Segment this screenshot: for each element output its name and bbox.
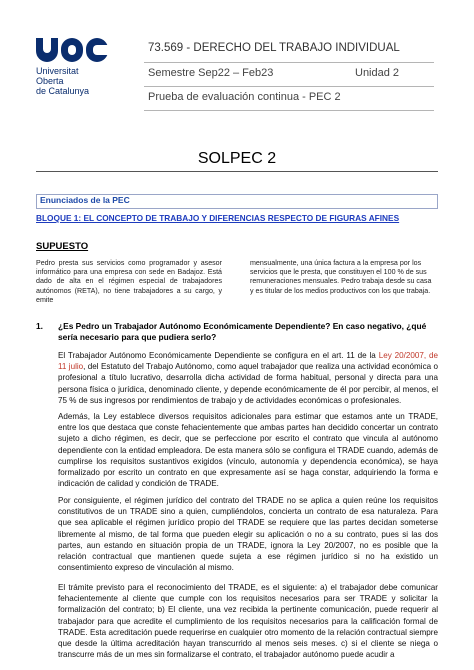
assessment-label: Prueba de evaluación continua - PEC 2 bbox=[148, 91, 341, 103]
logo-university-name bbox=[36, 66, 126, 96]
answer-paragraph-4: El trámite previsto para el reconocimiento del TRADE, es el siguiente: a) el trabajador debe comunicar fehacientemente al cliente que cumple con los requisitos necesarios para ser TRADE y solicitar la formalización del contrato; b) El cliente, una vez recibida la pertinente comunicación, puede requerir al trabajador para que acredite el cumplimiento de los requisitos necesarios para la calificación formal de TRADE. Esta acreditación puede requerirse en cualquier otro momento de la relación contractual siempre que desde la última acreditación hayan transcurrido al menos seis meses. c) si el cliente se niega o transcurre más de un mes sin formalizarse el contrato, el trabajador autónomo puede acudir a bbox=[58, 583, 438, 660]
header-divider bbox=[144, 62, 434, 63]
logo-letters bbox=[36, 38, 126, 62]
law-link[interactable]: Ley 20/2007, de 11 julio bbox=[58, 351, 438, 372]
course-title: 73.569 - DERECHO DEL TRABAJO INDIVIDUAL bbox=[148, 42, 400, 54]
semester-label: Semestre Sep22 – Feb23 bbox=[148, 67, 274, 79]
logo-name-line-2: Oberta bbox=[36, 76, 64, 86]
answer-text: El Trabajador Autónomo Económicamente Dependiente se configura en el art. 11 de la bbox=[58, 351, 379, 360]
logo-letter-c bbox=[86, 38, 108, 62]
supuesto-text-right: mensualmente, una única factura a la empresa por los servicios que le presta, que constituyen el 100 % de sus remuneraciones mensuales. Pedro trabaja desde su casa y es titular de los medios productivos con los que trabaja. bbox=[250, 259, 432, 295]
uoc-logo bbox=[36, 38, 126, 108]
document-title: SOLPEC 2 bbox=[197, 150, 277, 167]
supuesto-text-left: Pedro presta sus servicios como programador y asesor informático para una empresa con sede en Badajoz. Está dado de alta en el régimen especial de trabajadores autónomos (RETA), no tiene trabajadores a su cargo, y emite bbox=[36, 259, 222, 304]
header-divider bbox=[144, 86, 434, 87]
answer-paragraph-3: Por consiguiente, el régimen jurídico del contrato del TRADE no se aplica a quien reúne los requisitos constitutivos de un TRADE sino a quien, cumpliéndolos, concierta un contrato de esa naturaleza. Para que sea aplicable el régimen jurídico propio del TRADE se requiere que las partes decidan someterse libremente al mismo, de tal forma que pueden elegir su aplicación o no a su contrato, pues si las dos partes, aun estando en situación propia de un TRADE, ignora la Ley 20/2007, no es posible que la relación contractual que mantienen quede sujeta a ese régimen jurídico si no ha existido un consentimiento expreso de vinculación al mismo. bbox=[58, 496, 438, 573]
logo-letter-o bbox=[61, 38, 83, 62]
answer-text: , del Estatuto del Trabajo Autónomo, como aquel trabajador que realiza una actividad económica o profesional a título lucrativo, desarrolla dicha actividad de forma habitual, personal y directa para una persona física o jurídica, denominado cliente, y depende económicamente de él por percibir, al menos, el 75 % de sus ingresos por rendimientos de trabajo y de actividades económicas o profesionales. bbox=[58, 362, 438, 405]
question-number: 1. bbox=[36, 321, 43, 331]
logo-name-line-3: de Catalunya bbox=[36, 86, 90, 96]
logo-name-line-1: Universitat bbox=[36, 66, 79, 76]
answer-paragraph-1 bbox=[58, 350, 438, 406]
question-text: ¿Es Pedro un Trabajador Autónomo Económicamente Dependiente? En caso negativo, ¿qué sería necesario para que pudiera serlo? bbox=[58, 321, 427, 342]
section-heading: Enunciados de la PEC bbox=[40, 195, 130, 205]
title-underline bbox=[36, 171, 438, 172]
answer-paragraph-2: Además, la Ley establece diversos requisitos adicionales para estimar que estamos ante un TRADE, entre los que destaca que conste fehacientemente que ambas partes han decidido concertar un contrato sujeto a dicho régimen, es decir, que se perfeccione por escrito el contrato que vincula al autónomo dependiente con la entidad empleadora. De esta manera sólo se configura el TRADE cuando, además de cumplirse los requisitos sustantivos exigidos (vínculo, autonomía y dependencia económica), se haya formalizado por escrito un contrato en que expresamente así se haga constar, adquiriendo la forma e indicación de calidad y condición de TRADE. bbox=[58, 412, 438, 489]
supuesto-heading: SUPUESTO bbox=[36, 241, 89, 252]
unit-label: Unidad 2 bbox=[355, 67, 400, 79]
logo-letter-u bbox=[36, 38, 58, 62]
bloque-heading: BLOQUE 1: EL CONCEPTO DE TRABAJO Y DIFERENCIAS RESPECTO DE FIGURAS AFINES bbox=[36, 213, 400, 223]
header-divider bbox=[144, 110, 434, 111]
